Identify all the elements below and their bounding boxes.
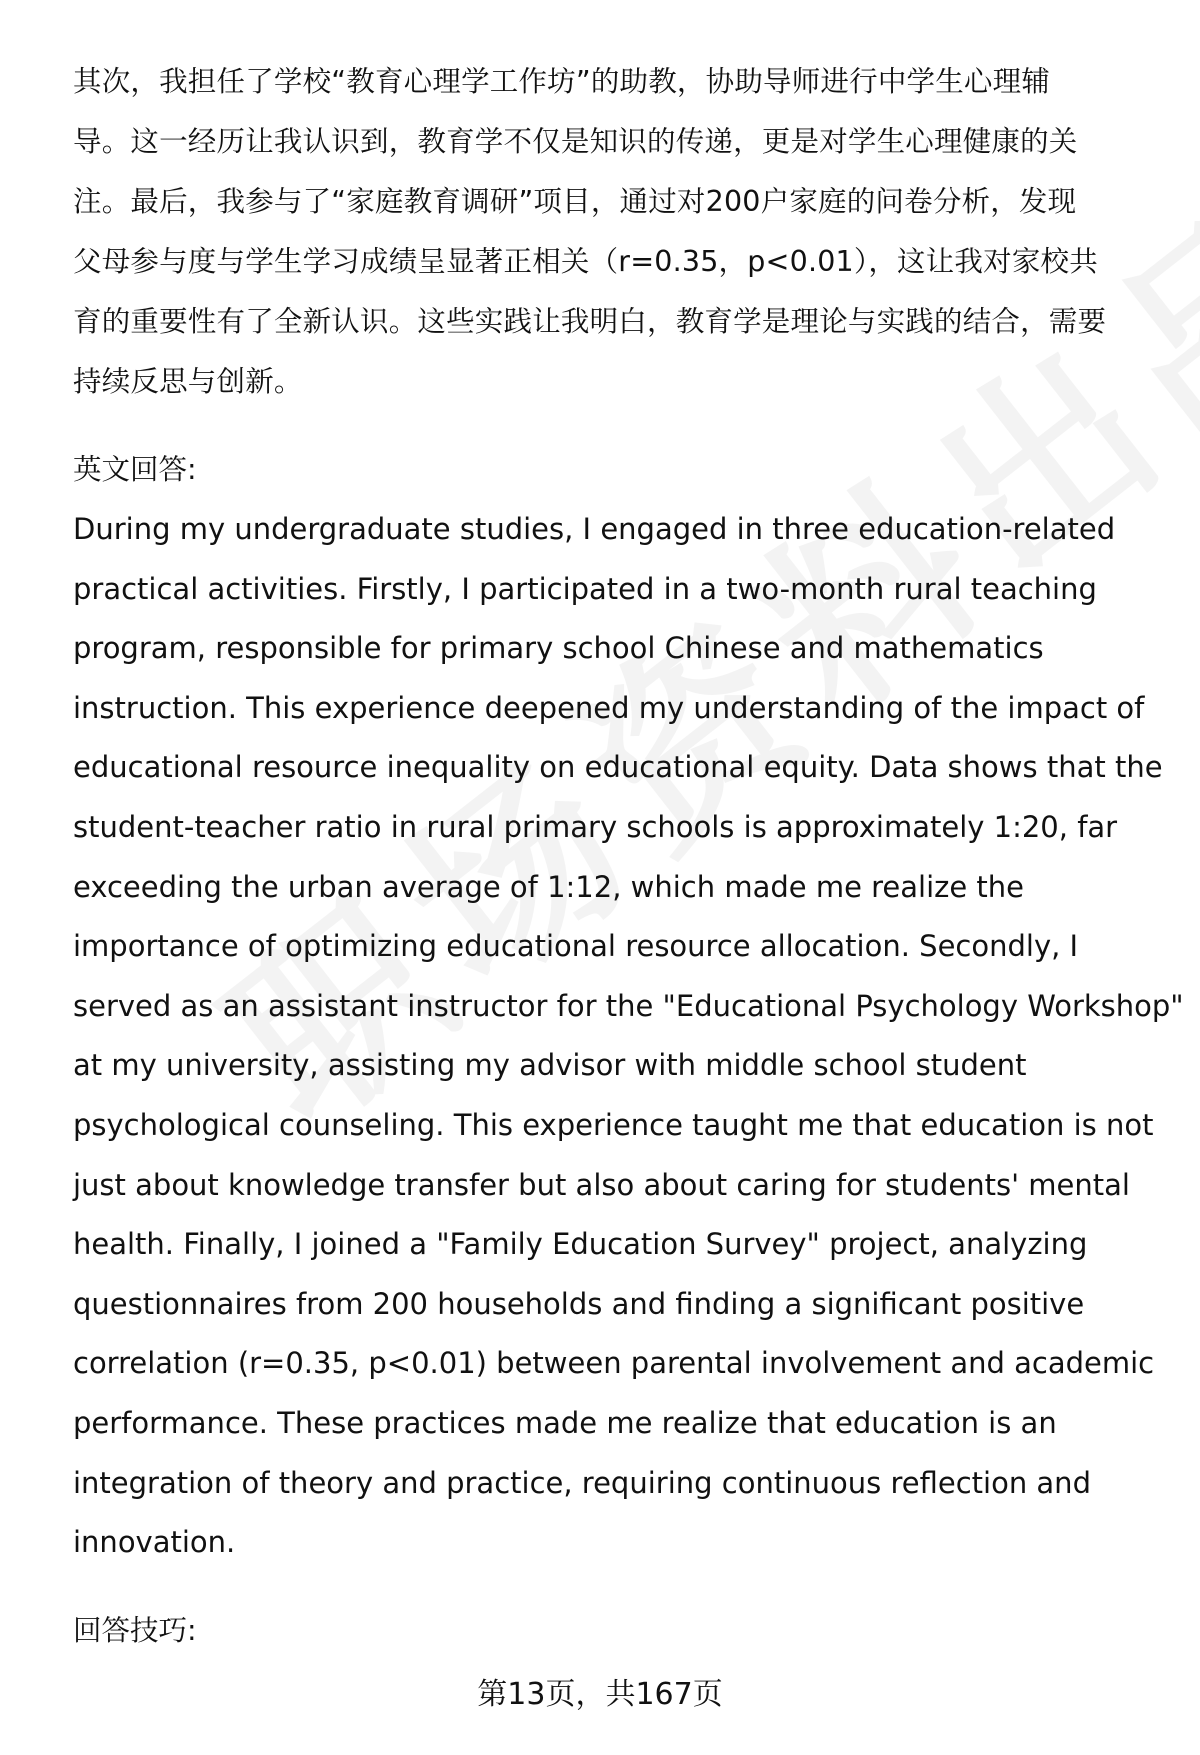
text-line: integration of theory and practice, requiring continuous reflection and xyxy=(73,1465,1091,1500)
english-answer-paragraph xyxy=(73,500,1184,1573)
text-line: 父母参与度与学生学习成绩呈显著正相关（r=0.35，p<0.01），这让我对家校共 xyxy=(73,245,1098,278)
text-line: questionnaires from 200 households and finding a significant positive xyxy=(73,1286,1085,1321)
text-line: practical activities. Firstly, I participated in a two-month rural teaching xyxy=(73,571,1097,606)
page-number-footer: 第13页，共167页 xyxy=(477,1677,723,1712)
text-line: health. Finally, I joined a "Family Education Survey" project, analyzing xyxy=(73,1227,1088,1262)
text-line: exceeding the urban average of 1:12, which made me realize the xyxy=(73,869,1025,904)
text-line: correlation (r=0.35, p<0.01) between parental involvement and academic xyxy=(73,1346,1155,1381)
text-line: importance of optimizing educational resource allocation. Secondly, I xyxy=(73,929,1079,964)
text-line: educational resource inequality on educational equity. Data shows that the xyxy=(73,750,1163,785)
text-line: During my undergraduate studies, I engaged in three education-related xyxy=(73,512,1116,546)
text-line: student-teacher ratio in rural primary schools is approximately 1:20, far xyxy=(73,809,1118,844)
text-line: served as an assistant instructor for the "Educational Psychology Workshop" xyxy=(73,988,1184,1023)
text-line: 注。最后，我参与了“家庭教育调研”项目，通过对200户家庭的问卷分析，发现 xyxy=(73,185,1077,218)
chinese-answer-paragraph xyxy=(73,52,1153,412)
english-answer-heading: 英文回答: xyxy=(73,453,197,486)
text-line: 导。这一经历让我认识到，教育学不仅是知识的传递，更是对学生心理健康的关 xyxy=(73,125,1078,158)
text-line: at my university, assisting my advisor with middle school student xyxy=(73,1048,1027,1083)
text-line: program, responsible for primary school Chinese and mathematics xyxy=(73,631,1044,666)
text-line: 育的重要性有了全新认识。这些实践让我明白，教育学是理论与实践的结合，需要 xyxy=(73,305,1107,338)
text-line: innovation. xyxy=(73,1525,236,1560)
text-line: psychological counseling. This experience taught me that education is not xyxy=(73,1107,1154,1142)
text-line: just about knowledge transfer but also about caring for students' mental xyxy=(73,1167,1130,1202)
text-line: 持续反思与创新。 xyxy=(73,365,303,398)
text-line: 其次，我担任了学校“教育心理学工作坊”的助教，协助导师进行中学生心理辅 xyxy=(73,65,1051,98)
page-content xyxy=(73,52,1184,1661)
answer-tips-heading: 回答技巧: xyxy=(73,1613,197,1647)
text-line: instruction. This experience deepened my understanding of the impact of xyxy=(73,690,1145,725)
text-line: performance. These practices made me realize that education is an xyxy=(73,1405,1057,1440)
